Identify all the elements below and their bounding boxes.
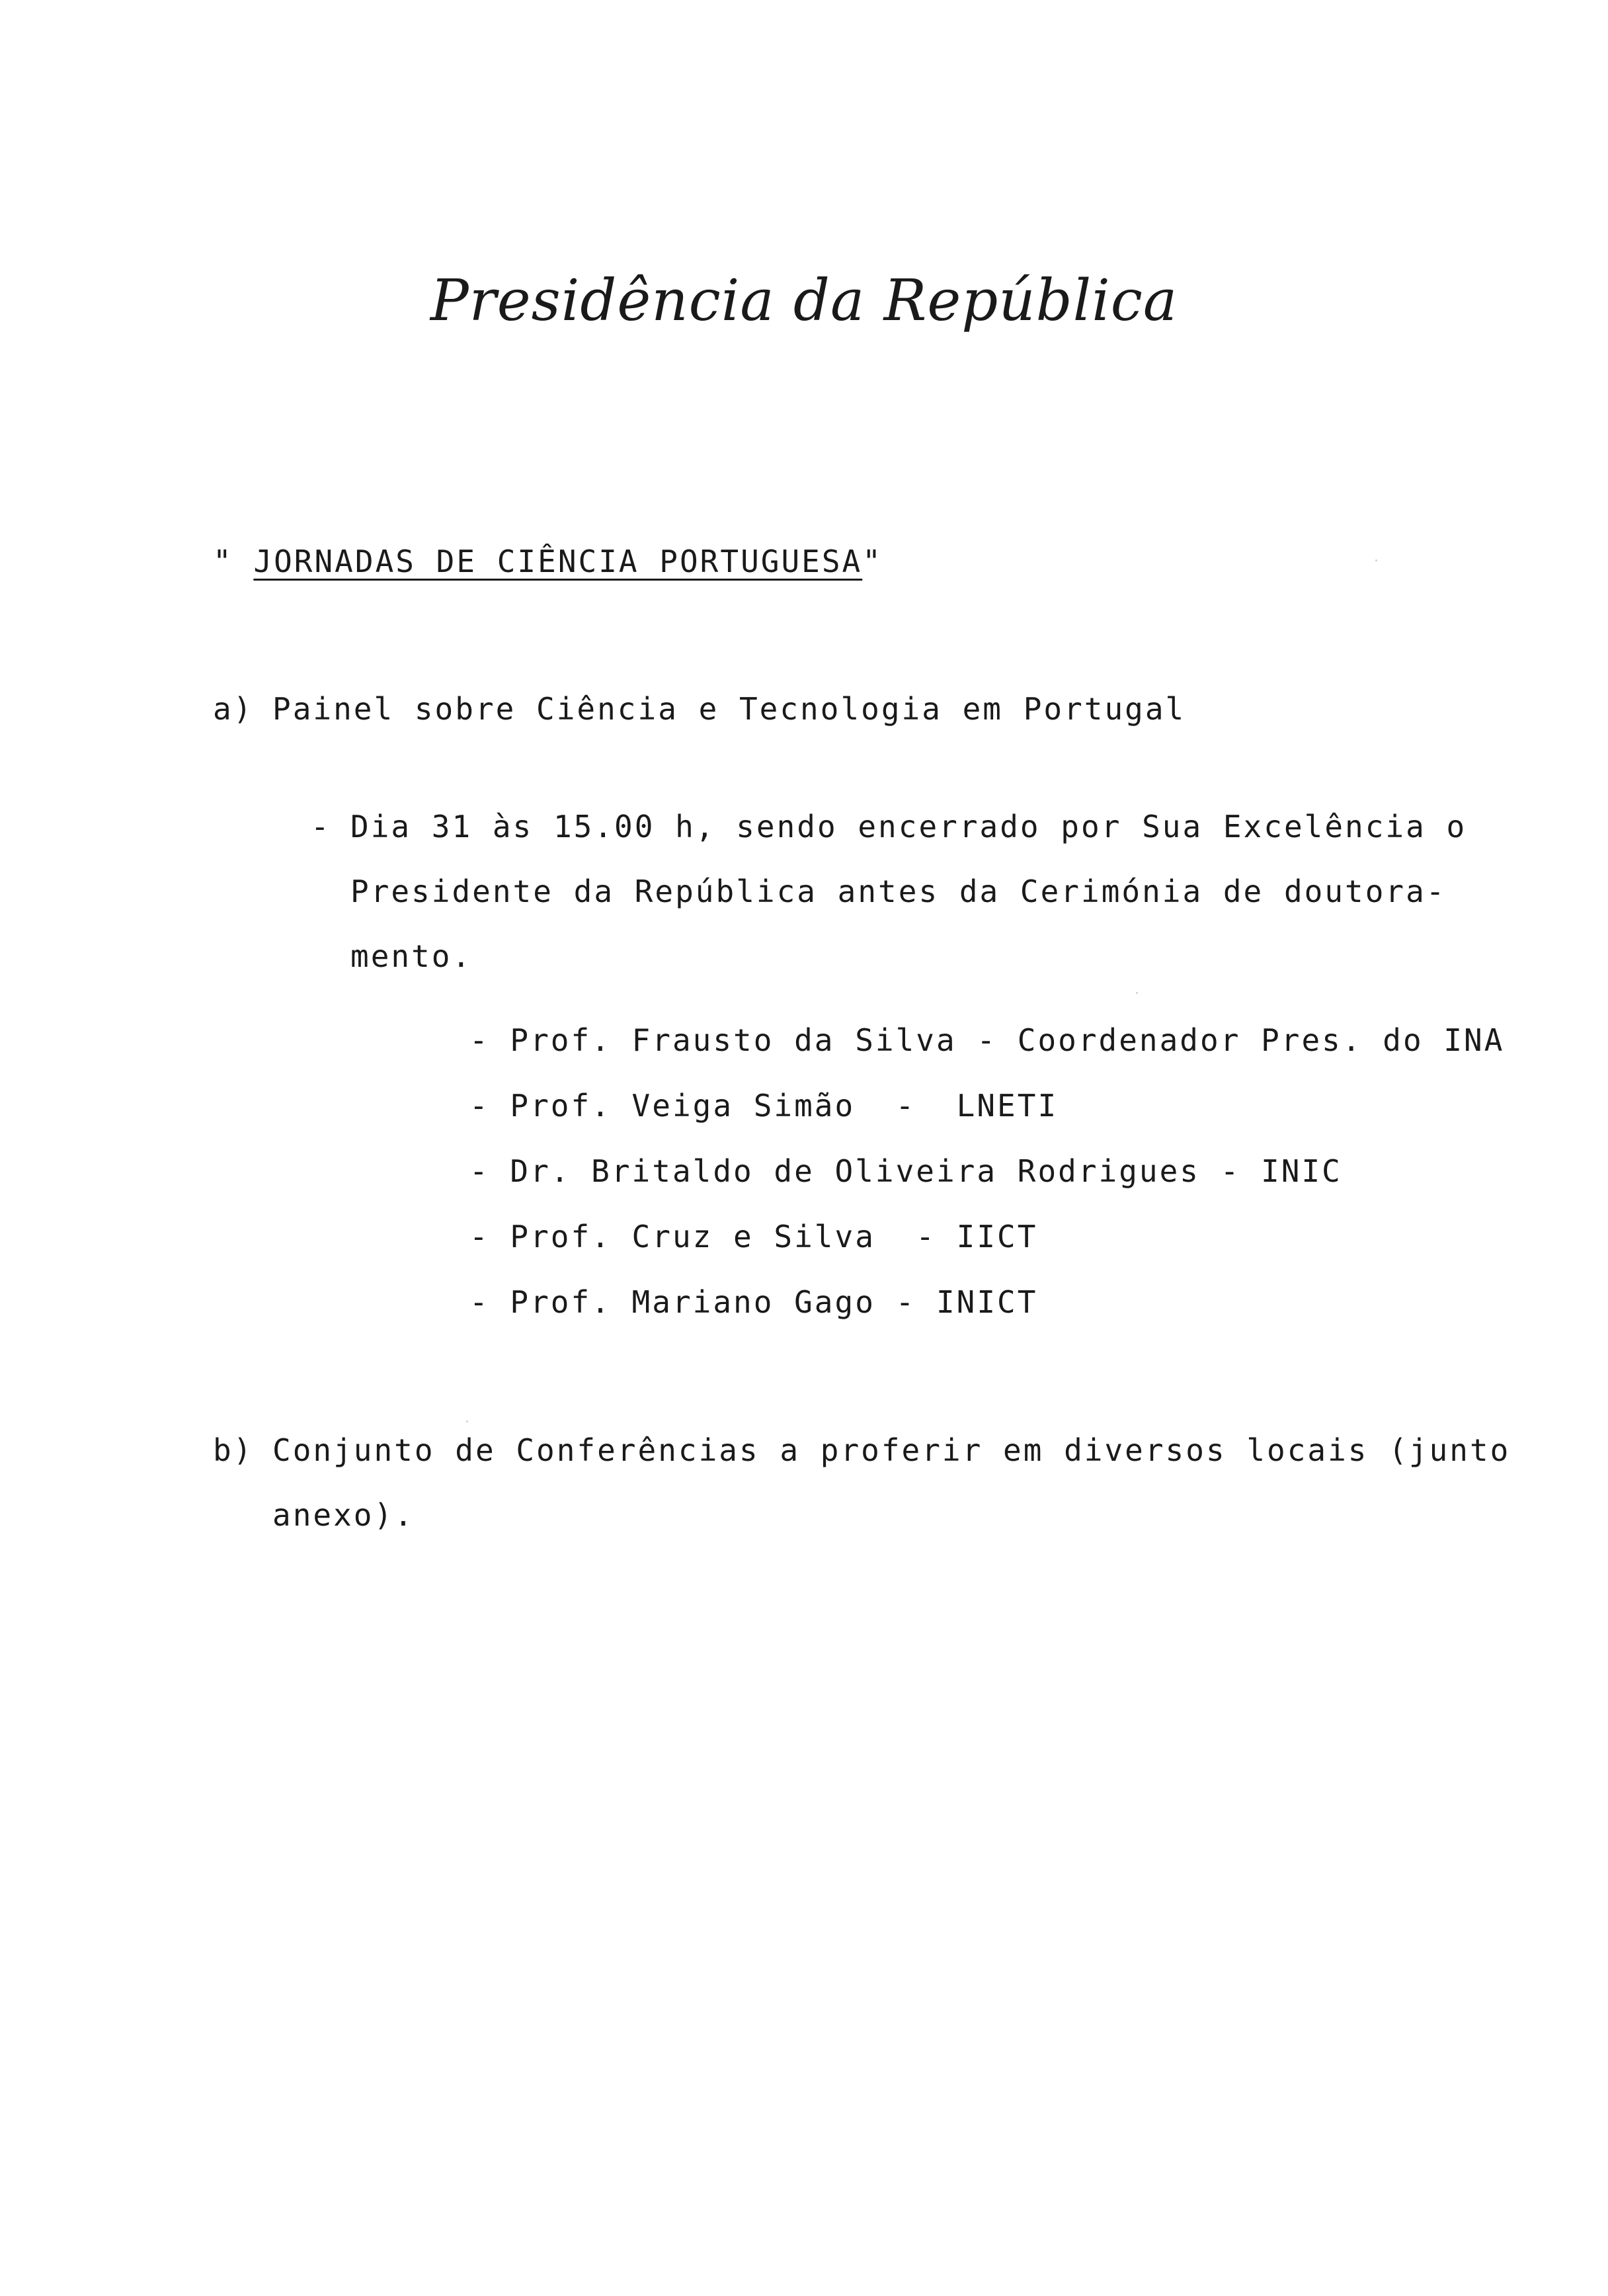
participant-item: - Prof. Frausto da Silva - Coordenador Pres. do INA [469, 1022, 1505, 1058]
title-open-quote: " [213, 544, 233, 579]
participant-item: - Prof. Veiga Simão - LNETI [469, 1088, 1059, 1124]
participant-item: - Prof. Cruz e Silva - IICT [469, 1219, 1038, 1254]
section-a-detail-bullet: - [311, 809, 331, 844]
section-a-detail-line-3: mento. [350, 938, 473, 974]
letterhead: Presidência da República [430, 268, 1178, 334]
participant-item: - Prof. Mariano Gago - INICT [469, 1284, 1038, 1320]
section-a-detail-line-2: Presidente da República antes da Cerimónia de doutora- [350, 874, 1447, 909]
section-b-line-1: Conjunto de Conferências a proferir em diversos locais (junto [272, 1432, 1511, 1468]
section-b-label: b) [213, 1432, 254, 1468]
section-a-text: Painel sobre Ciência e Tecnologia em Portugal [272, 691, 1186, 727]
scan-speck [1136, 992, 1138, 994]
scan-speck [466, 1420, 468, 1422]
section-b-line-2: anexo). [272, 1497, 415, 1533]
title-close-quote: " [862, 544, 883, 579]
participant-item: - Dr. Britaldo de Oliveira Rodrigues - INIC [469, 1153, 1342, 1189]
section-a-label: a) [213, 691, 254, 727]
section-a-detail-line-1: Dia 31 às 15.00 h, sendo encerrado por Sua Excelência o [350, 809, 1467, 844]
title-text: JORNADAS DE CIÊNCIA PORTUGUESA [253, 544, 863, 579]
scan-speck [1375, 559, 1377, 561]
document-title [213, 546, 883, 577]
